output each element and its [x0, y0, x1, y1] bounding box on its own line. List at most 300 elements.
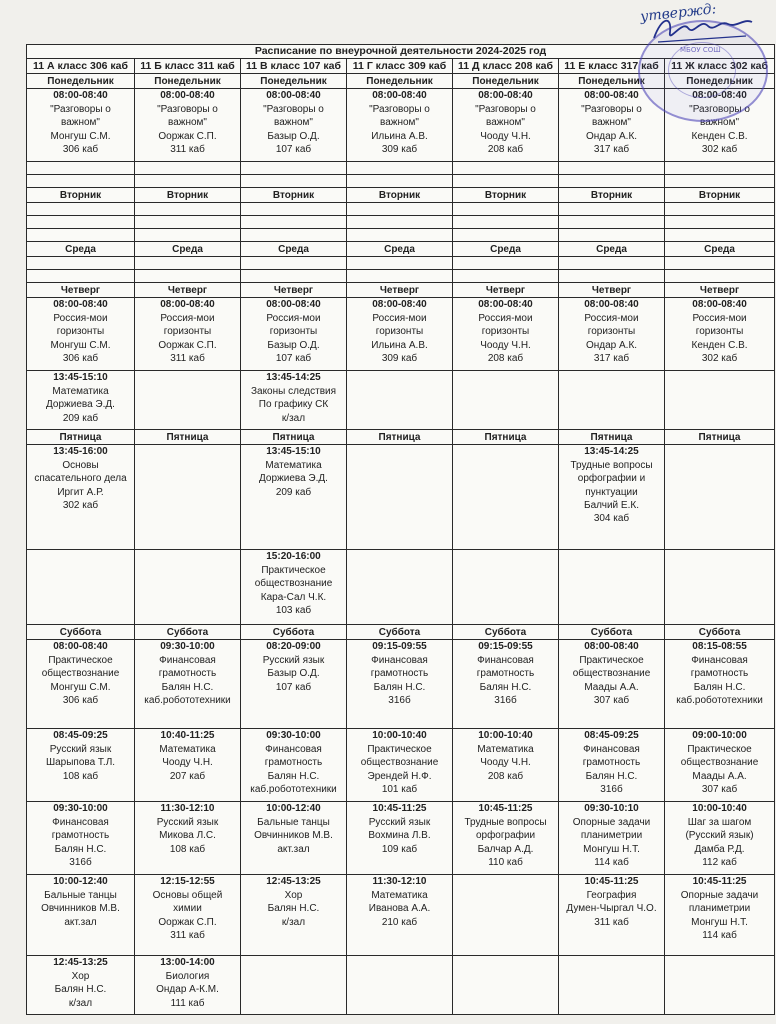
lesson-time: 08:00-08:40 — [160, 90, 215, 102]
lesson-line: Иргит А.Р. — [57, 486, 104, 498]
lesson-line: 306 каб — [62, 144, 99, 156]
lesson-line: Балян Н.С. — [54, 843, 107, 855]
empty-cell — [559, 270, 665, 283]
empty-cell — [665, 175, 775, 188]
day-label: Четверг — [135, 283, 241, 298]
lesson-line: "Разговоры о — [689, 103, 750, 115]
empty-cell — [347, 229, 453, 242]
lesson-line: Чооду Ч.Н. — [480, 130, 531, 142]
lesson-line: Вохмина Л.В. — [368, 830, 431, 842]
lesson-line: "Разговоры о — [369, 103, 430, 115]
empty-cell — [665, 445, 775, 550]
lesson-cell — [27, 640, 135, 729]
lesson-line: 114 каб — [594, 857, 629, 869]
lesson-cell — [135, 956, 241, 1015]
empty-cell — [665, 371, 775, 430]
lesson-line: Эрендей Н.Ф. — [367, 770, 432, 782]
empty-cell — [453, 216, 559, 229]
lesson-row — [27, 445, 775, 550]
lesson-time: 08:00-08:40 — [266, 90, 321, 102]
lesson-line: Кенден С.В. — [691, 339, 748, 351]
lesson-cell — [559, 640, 665, 729]
empty-cell — [453, 229, 559, 242]
blank-row — [27, 162, 775, 175]
empty-cell — [559, 229, 665, 242]
day-label: Четверг — [241, 283, 347, 298]
lesson-line: 101 каб — [381, 784, 418, 796]
lesson-line: Россия-мои — [372, 312, 427, 324]
lesson-cell — [241, 640, 347, 729]
empty-cell — [453, 875, 559, 956]
lesson-line: Биология — [165, 970, 210, 982]
lesson-line: Ондар А.К. — [585, 339, 638, 351]
lesson-line: Балян Н.С. — [267, 770, 320, 782]
day-label: Понедельник — [453, 74, 559, 89]
lesson-cell — [347, 640, 453, 729]
lesson-line: Ооржак С.П. — [158, 916, 217, 928]
lesson-line: Ильина А.В. — [371, 130, 428, 142]
day-label: Четверг — [453, 283, 559, 298]
lesson-line: Дамба Р.Д. — [694, 843, 745, 855]
lesson-line: Финансовая — [159, 654, 216, 666]
blank-row — [27, 203, 775, 216]
empty-cell — [241, 175, 347, 188]
lesson-cell — [347, 802, 453, 875]
lesson-cell — [27, 371, 135, 430]
day-label: Пятница — [347, 430, 453, 445]
lesson-line: Опорные задачи — [572, 816, 651, 828]
empty-cell — [453, 257, 559, 270]
lesson-row — [27, 729, 775, 802]
day-label: Среда — [347, 242, 453, 257]
lesson-line: важном" — [274, 117, 313, 129]
day-label: Среда — [27, 242, 135, 257]
lesson-line: 309 каб — [381, 353, 418, 365]
lesson-line: орфографии и — [577, 473, 646, 485]
lesson-cell — [27, 729, 135, 802]
empty-cell — [665, 229, 775, 242]
lesson-line: грамотность — [476, 668, 535, 680]
lesson-time: 10:00-10:40 — [478, 730, 533, 742]
lesson-cell — [347, 89, 453, 162]
lesson-time: 10:00-10:40 — [692, 803, 747, 815]
signature-mark — [648, 10, 758, 50]
empty-cell — [665, 550, 775, 625]
lesson-line: 316б — [494, 695, 517, 707]
lesson-line: химии — [173, 903, 202, 915]
lesson-line: Бальные танцы — [257, 816, 330, 828]
lesson-line: 302 каб — [701, 353, 738, 365]
lesson-cell — [241, 371, 347, 430]
empty-cell — [135, 216, 241, 229]
lesson-cell — [665, 298, 775, 371]
lesson-line: География — [586, 889, 637, 901]
day-label: Вторник — [27, 188, 135, 203]
lesson-line: 302 каб — [62, 500, 99, 512]
day-label: Пятница — [665, 430, 775, 445]
empty-cell — [27, 550, 135, 625]
lesson-line: обществознание — [572, 668, 651, 680]
blank-row — [27, 175, 775, 188]
empty-cell — [665, 270, 775, 283]
lesson-cell — [241, 89, 347, 162]
lesson-time: 10:00-10:40 — [372, 730, 427, 742]
lesson-cell — [135, 875, 241, 956]
empty-cell — [347, 257, 453, 270]
empty-cell — [665, 216, 775, 229]
blank-row — [27, 216, 775, 229]
lesson-line: Русский язык — [262, 654, 325, 666]
lesson-line: 311 каб — [594, 916, 629, 928]
lesson-row — [27, 550, 775, 625]
lesson-line: горизонты — [163, 326, 212, 338]
lesson-line: 107 каб — [275, 353, 312, 365]
empty-cell — [135, 270, 241, 283]
empty-cell — [241, 956, 347, 1015]
empty-cell — [347, 445, 453, 550]
class-header: 11 Д класс 208 каб — [453, 59, 559, 74]
lesson-line: Россия-мои — [584, 312, 639, 324]
lesson-line: Хор — [284, 889, 303, 901]
lesson-cell — [27, 445, 135, 550]
lesson-line: Балчар А.Д. — [477, 843, 534, 855]
day-row — [27, 283, 775, 298]
lesson-line: 306 каб — [62, 353, 99, 365]
lesson-line: Практическое — [261, 564, 326, 576]
lesson-line: Математика — [159, 743, 216, 755]
lesson-time: 09:15-09:55 — [478, 641, 533, 653]
empty-cell — [135, 203, 241, 216]
lesson-line: Микова Л.С. — [159, 830, 216, 842]
lesson-cell — [347, 875, 453, 956]
day-row — [27, 242, 775, 257]
empty-cell — [347, 216, 453, 229]
day-label: Пятница — [135, 430, 241, 445]
lesson-time: 10:45-11:25 — [372, 803, 427, 815]
lesson-cell — [665, 729, 775, 802]
approval-text: утвержд: — [639, 1, 718, 26]
lesson-line: Финансовая — [371, 654, 428, 666]
lesson-line: Монгуш Н.Т. — [583, 843, 640, 855]
lesson-time: 09:30-10:00 — [53, 803, 108, 815]
lesson-line: "Разговоры о — [263, 103, 324, 115]
lesson-line: Шарыпова Т.Л. — [45, 757, 116, 769]
lesson-line: Чооду Ч.Н. — [480, 757, 531, 769]
day-label: Суббота — [27, 625, 135, 640]
lesson-cell — [665, 875, 775, 956]
lesson-time: 08:45-09:25 — [53, 730, 108, 742]
lesson-line: Ооржак С.П. — [158, 339, 217, 351]
lesson-line: Ооржак С.П. — [158, 130, 217, 142]
lesson-line: Балян Н.С. — [479, 681, 532, 693]
day-label: Четверг — [559, 283, 665, 298]
empty-cell — [453, 956, 559, 1015]
lesson-row — [27, 640, 775, 729]
lesson-line: 208 каб — [487, 353, 524, 365]
lesson-line: Опорные задачи — [680, 889, 759, 901]
day-label: Среда — [453, 242, 559, 257]
lesson-line: к/зал — [68, 997, 93, 1009]
lesson-line: 103 каб — [275, 605, 312, 617]
lesson-line: Монгуш Н.Т. — [691, 916, 748, 928]
lesson-time: 08:00-08:40 — [372, 299, 427, 311]
empty-cell — [453, 175, 559, 188]
lesson-line: (Русский язык) — [685, 830, 754, 842]
lesson-line: пунктуации — [585, 486, 638, 498]
lesson-line: акт.зал — [64, 916, 97, 928]
empty-cell — [347, 162, 453, 175]
empty-cell — [665, 162, 775, 175]
lesson-time: 08:00-08:40 — [692, 90, 747, 102]
lesson-line: орфографии — [475, 830, 536, 842]
lesson-line: 107 каб — [275, 144, 312, 156]
empty-cell — [241, 203, 347, 216]
lesson-line: Балян Н.С. — [585, 770, 638, 782]
lesson-line: 210 каб — [381, 916, 418, 928]
empty-cell — [27, 216, 135, 229]
lesson-line: Монгуш С.М. — [50, 130, 111, 142]
lesson-time: 15:20-16:00 — [266, 551, 321, 563]
lesson-line: Балян Н.С. — [267, 903, 320, 915]
day-label: Пятница — [241, 430, 347, 445]
empty-cell — [453, 371, 559, 430]
lesson-line: Доржиева Э.Д. — [46, 399, 115, 411]
lesson-line: горизонты — [481, 326, 530, 338]
lesson-line: 209 каб — [275, 486, 312, 498]
lesson-line: Русский язык — [156, 816, 219, 828]
lesson-row — [27, 371, 775, 430]
lesson-line: Финансовая — [265, 743, 322, 755]
day-label: Четверг — [665, 283, 775, 298]
lesson-line: Математика — [371, 889, 428, 901]
lesson-line: Россия-мои — [478, 312, 533, 324]
lesson-line: Трудные вопросы — [464, 816, 547, 828]
lesson-time: 09:30-10:00 — [160, 641, 215, 653]
lesson-time: 08:00-08:40 — [160, 299, 215, 311]
day-label: Среда — [241, 242, 347, 257]
lesson-time: 08:00-08:40 — [478, 90, 533, 102]
empty-cell — [241, 270, 347, 283]
day-label: Четверг — [347, 283, 453, 298]
lesson-cell — [27, 298, 135, 371]
lesson-row — [27, 956, 775, 1015]
lesson-cell — [453, 89, 559, 162]
day-label: Среда — [665, 242, 775, 257]
empty-cell — [665, 257, 775, 270]
lesson-line: обществознание — [254, 578, 333, 590]
lesson-time: 13:45-15:10 — [266, 446, 321, 458]
empty-cell — [27, 229, 135, 242]
lesson-line: 302 каб — [701, 144, 738, 156]
lesson-line: каб.робототехники — [250, 784, 337, 796]
day-label: Суббота — [241, 625, 347, 640]
lesson-line: Монгуш С.М. — [50, 681, 111, 693]
lesson-time: 13:00-14:00 — [160, 957, 215, 969]
empty-cell — [453, 162, 559, 175]
empty-cell — [27, 162, 135, 175]
lesson-line: Балян Н.С. — [373, 681, 426, 693]
lesson-time: 13:45-16:00 — [53, 446, 108, 458]
lesson-line: Маады А.А. — [692, 770, 747, 782]
lesson-line: 317 каб — [593, 144, 630, 156]
empty-cell — [559, 956, 665, 1015]
day-row — [27, 430, 775, 445]
lesson-line: Финансовая — [691, 654, 748, 666]
lesson-line: "Разговоры о — [475, 103, 536, 115]
lesson-line: Балян Н.С. — [161, 681, 214, 693]
lesson-line: горизонты — [695, 326, 744, 338]
lesson-line: Иванова А.А. — [368, 903, 431, 915]
lesson-cell — [135, 802, 241, 875]
lesson-cell — [347, 729, 453, 802]
day-label: Вторник — [241, 188, 347, 203]
lesson-time: 10:45-11:25 — [692, 876, 747, 888]
empty-cell — [559, 257, 665, 270]
lesson-line: 306 каб — [62, 695, 99, 707]
class-header: 11 В класс 107 каб — [241, 59, 347, 74]
lesson-line: акт.зал — [277, 843, 310, 855]
lesson-line: Практическое — [367, 743, 432, 755]
lesson-line: Финансовая — [583, 743, 640, 755]
lesson-line: грамотность — [370, 668, 429, 680]
lesson-line: Математика — [477, 743, 534, 755]
lesson-cell — [559, 298, 665, 371]
lesson-line: Кара-Сал Ч.К. — [260, 591, 327, 603]
lesson-line: Думен-Чыргал Ч.О. — [566, 903, 657, 915]
lesson-row — [27, 802, 775, 875]
lesson-cell — [241, 445, 347, 550]
class-header: 11 Б класс 311 каб — [135, 59, 241, 74]
lesson-line: каб.робототехники — [144, 695, 231, 707]
lesson-cell — [135, 640, 241, 729]
lesson-row — [27, 875, 775, 956]
lesson-line: 107 каб — [275, 681, 312, 693]
empty-cell — [135, 371, 241, 430]
empty-cell — [27, 175, 135, 188]
lesson-line: 108 каб — [62, 770, 99, 782]
lesson-line: 208 каб — [487, 144, 524, 156]
stamp-text: МБОУ СОШ — [680, 46, 721, 54]
lesson-line: грамотность — [51, 830, 110, 842]
lesson-line: 208 каб — [487, 770, 524, 782]
empty-cell — [135, 550, 241, 625]
lesson-line: 317 каб — [593, 353, 630, 365]
lesson-line: "Разговоры о — [581, 103, 642, 115]
lesson-line: Финансовая — [477, 654, 534, 666]
empty-cell — [347, 203, 453, 216]
lesson-line: 316б — [600, 784, 623, 796]
lesson-cell — [559, 802, 665, 875]
lesson-time: 08:00-08:40 — [372, 90, 427, 102]
lesson-time: 12:45-13:25 — [266, 876, 321, 888]
lesson-line: 316б — [69, 857, 92, 869]
day-row — [27, 625, 775, 640]
lesson-time: 12:15-12:55 — [160, 876, 215, 888]
empty-cell — [559, 371, 665, 430]
lesson-line: Балян Н.С. — [693, 681, 746, 693]
empty-cell — [665, 203, 775, 216]
lesson-line: Овчинников М.В. — [41, 903, 120, 915]
lesson-line: горизонты — [587, 326, 636, 338]
lesson-line: Математика — [265, 459, 322, 471]
lesson-line: важном" — [168, 117, 207, 129]
lesson-cell — [135, 298, 241, 371]
lesson-line: Овчинников М.В. — [254, 830, 333, 842]
lesson-line: Балян Н.С. — [54, 984, 107, 996]
lesson-line: "Разговоры о — [157, 103, 218, 115]
lesson-cell — [241, 729, 347, 802]
lesson-line: 111 каб — [170, 997, 205, 1009]
day-label: Четверг — [27, 283, 135, 298]
lesson-line: Математика — [52, 385, 109, 397]
lesson-line: 316б — [388, 695, 411, 707]
lesson-line: обществознание — [360, 757, 439, 769]
lesson-line: важном" — [380, 117, 419, 129]
lesson-time: 08:00-08:40 — [53, 90, 108, 102]
empty-cell — [453, 550, 559, 625]
empty-cell — [135, 162, 241, 175]
lesson-line: 110 каб — [488, 857, 523, 869]
lesson-line: 209 каб — [62, 412, 99, 424]
lesson-line: Русский язык — [49, 743, 112, 755]
lesson-cell — [27, 802, 135, 875]
empty-cell — [27, 257, 135, 270]
lesson-line: к/зал — [281, 412, 306, 424]
day-label: Вторник — [347, 188, 453, 203]
lesson-line: 207 каб — [169, 770, 206, 782]
lesson-line: горизонты — [375, 326, 424, 338]
lesson-line: Трудные вопросы — [570, 459, 653, 471]
empty-cell — [347, 550, 453, 625]
lesson-line: 311 каб — [170, 930, 205, 942]
empty-cell — [241, 257, 347, 270]
day-label: Пятница — [27, 430, 135, 445]
lesson-time: 08:00-08:40 — [478, 299, 533, 311]
lesson-line: Основы общей — [152, 889, 223, 901]
lesson-line: спасательного дела — [34, 473, 127, 485]
lesson-line: Бальные танцы — [44, 889, 117, 901]
lesson-line: к/зал — [281, 916, 306, 928]
day-label: Вторник — [665, 188, 775, 203]
day-row — [27, 188, 775, 203]
lesson-line: Практическое — [48, 654, 113, 666]
lesson-line: грамотность — [582, 757, 641, 769]
blank-row — [27, 257, 775, 270]
lesson-cell — [347, 298, 453, 371]
day-label: Суббота — [453, 625, 559, 640]
empty-cell — [241, 162, 347, 175]
lesson-time: 10:45-11:25 — [478, 803, 533, 815]
schedule-title: Расписание по внеурочной деятельности 2024-2025 год — [27, 45, 775, 59]
lesson-line: Россия-мои — [266, 312, 321, 324]
lesson-cell — [241, 298, 347, 371]
lesson-cell — [559, 875, 665, 956]
empty-cell — [27, 203, 135, 216]
lesson-cell — [241, 875, 347, 956]
day-label: Вторник — [559, 188, 665, 203]
lesson-cell — [135, 729, 241, 802]
lesson-line: По графику СК — [258, 399, 329, 411]
lesson-line: Чооду Ч.Н. — [480, 339, 531, 351]
lesson-time: 08:00-08:40 — [53, 299, 108, 311]
lesson-time: 08:00-08:40 — [584, 299, 639, 311]
lesson-line: 311 каб — [170, 144, 205, 156]
empty-cell — [347, 270, 453, 283]
lesson-line: Доржиева Э.Д. — [259, 473, 328, 485]
lesson-time: 10:00-12:40 — [53, 876, 108, 888]
day-label: Суббота — [559, 625, 665, 640]
lesson-line: Россия-мои — [160, 312, 215, 324]
